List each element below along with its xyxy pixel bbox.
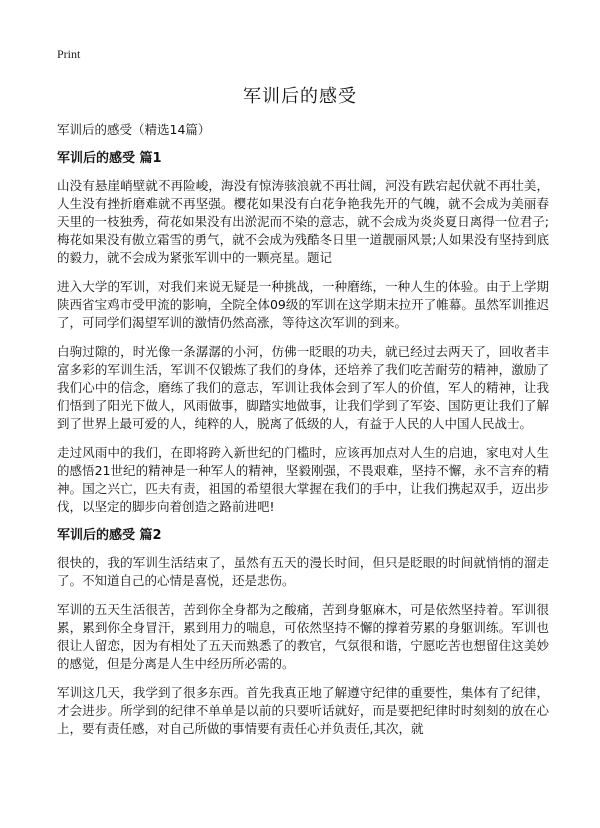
paragraph: 白驹过隙的，时光像一条潺潺的小河，仿佛一眨眼的功夫，就已经过去两天了，回收者丰富多彩的军训生活，军训不仅锻炼了我们的身体，还培养了我们吃苦耐劳的精神，激励了我们心中的信念，磨练了我们的意志，军训让我体会到了军人的价值，军人的精神，让我们悟到了阳光下做人，风雨做事，脚踏实地做事，让我们学到了军姿、国防更让我们了解到了世界上最可爱的人，纯粹的人，脱离了低级的人，有益于人民的人中国人民战士。 bbox=[57, 344, 549, 431]
section-heading: 军训后的感受 篇2 bbox=[57, 528, 162, 543]
paragraph: 走过风雨中的我们，在即将跨入新世纪的门槛时，应该再加点对人生的启迪，家电对人生的感悟21世纪的精神是一种军人的精神，坚毅刚强，不畏艰难，坚持不懈，永不言弃的精神。国之兴亡，匹夫有责，祖国的希望很大掌握在我们的手中，让我们携起双手，迈出步伐，以坚定的脚步向着创造之路前进吧! bbox=[57, 445, 549, 514]
paragraph: 军训这几天，我学到了很多东西。首先我真正地了解遵守纪律的重要性，集体有了纪律，才会进步。所学到的纪律不单单是以前的只要听话就好，而是要把纪律时时刻刻的放在心上，要有责任感，对自己所做的事情要有责任心并负责任,其次，就 bbox=[57, 685, 549, 736]
paragraph: 进入大学的军训，对我们来说无疑是一种挑战，一种磨练，一种人生的体验。由于上学期陕西省宝鸡市受甲流的影响，全院全体09级的军训在这学期末拉开了帷幕。虽然军训推迟了，可同学们渴望军训的激情仍然高涨，等待这次军训的到来。 bbox=[57, 279, 549, 330]
page-title: 军训后的感受 bbox=[243, 86, 357, 107]
paragraph: 军训的五天生活很苦，苦到你全身都为之酸痛，苦到身躯麻木，可是依然坚持着。军训很累，累到你全身冒汗，累到用力的喘息，可依然坚持不懈的撑着劳累的身躯训练。军训也很让人留恋，因为有相处了五天而熟悉了的教官，气氛很和谐，宁愿吃苦也想留住这美妙的感觉，但是分离是人生中经历所必需的。 bbox=[57, 602, 549, 671]
document-body bbox=[57, 150, 549, 749]
paragraph: 很快的，我的军训生活结束了，虽然有五天的漫长时间，但只是眨眼的时间就悄悄的溜走了。不知道自己的心情是喜悦，还是悲伤。 bbox=[57, 555, 549, 588]
print-link[interactable]: Print bbox=[57, 47, 81, 61]
section-1 bbox=[57, 150, 549, 516]
paragraph: 山没有悬崖峭壁就不再险峻，海没有惊涛骇浪就不再壮阔，河没有跌宕起伏就不再壮美，人生没有挫折磨难就不再坚强。樱花如果没有白花争艳我先开的气魄，就不会成为美丽春天里的一枝独秀，荷花如果没有出淤泥而不染的意志，就不会成为炎炎夏日离得一位君子;梅花如果没有傲立霜雪的勇气，就不会成为残酷冬日里一道靓丽风景;人如果没有坚持到底的毅力，就不会成为紧张军训中的一颗亮星。题记 bbox=[57, 178, 549, 265]
section-heading: 军训后的感受 篇1 bbox=[57, 151, 162, 166]
document-subtitle: 军训后的感受（精选14篇） bbox=[57, 122, 211, 137]
section-2 bbox=[57, 527, 549, 738]
